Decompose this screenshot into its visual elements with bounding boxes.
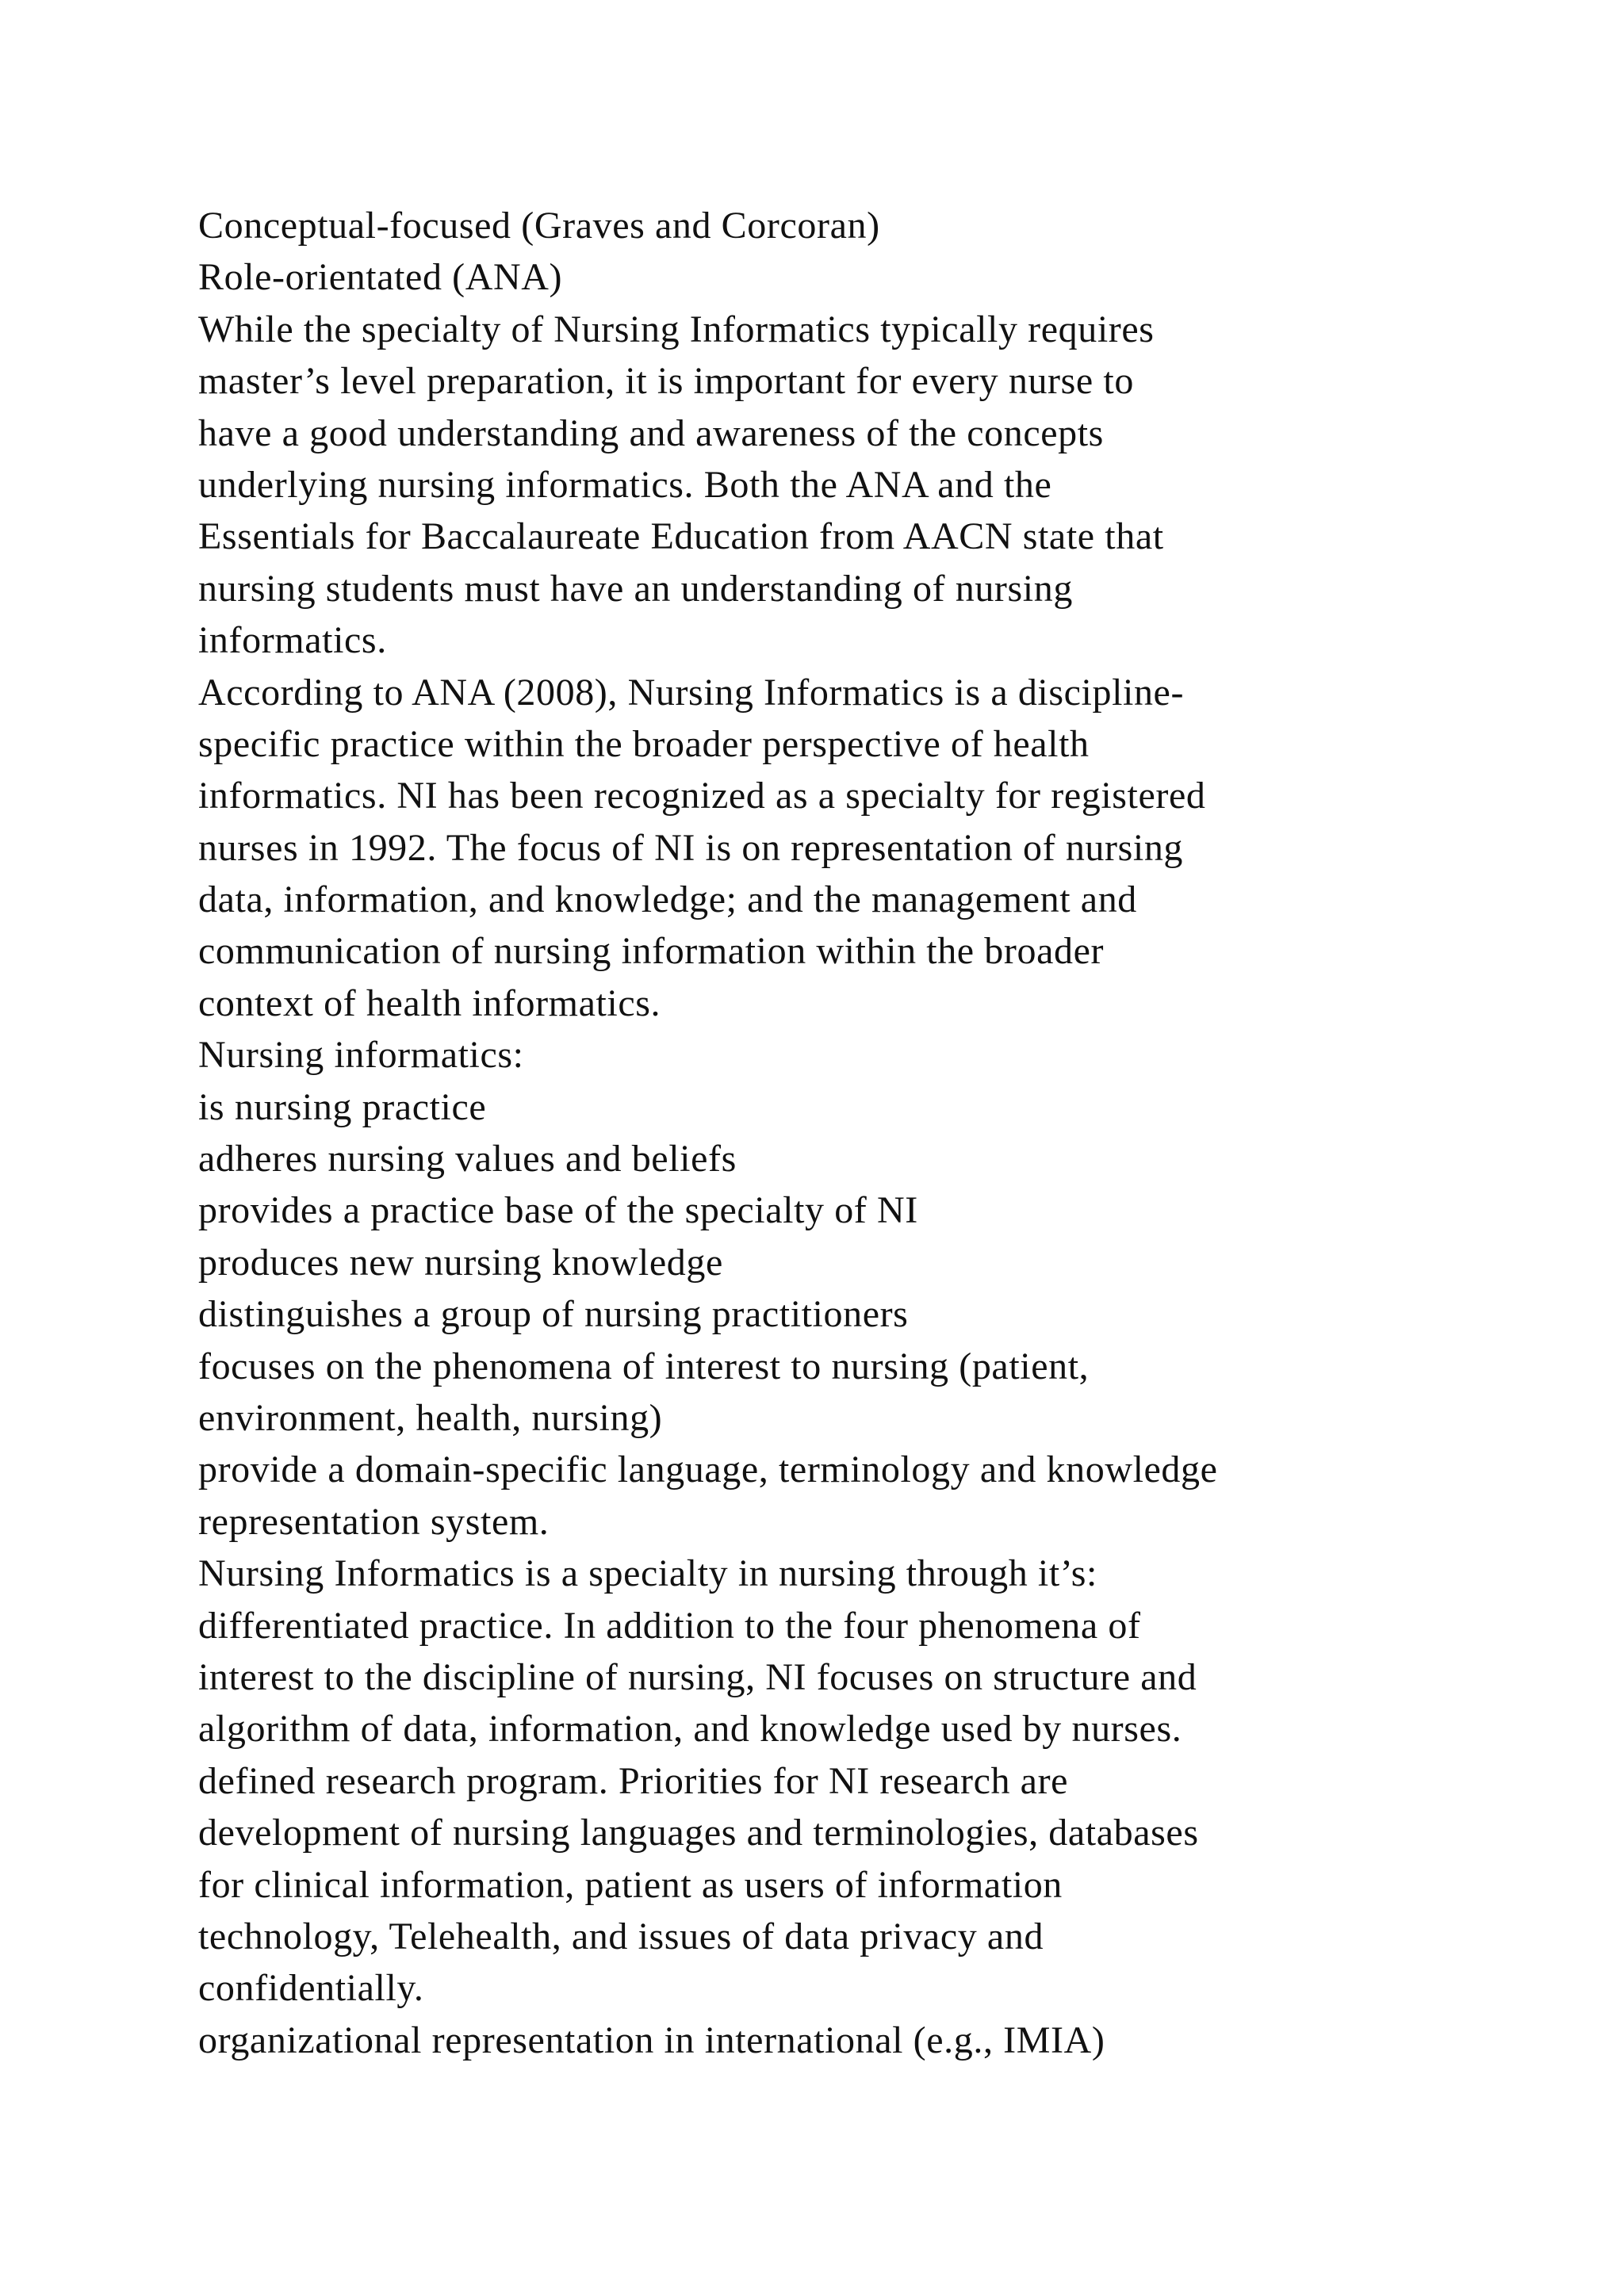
text-line: master’s level preparation, it is important for every nurse to [198, 360, 1134, 403]
text-line: development of nursing languages and terminologies, databases [198, 1812, 1199, 1854]
text-line: provide a domain-specific language, terminology and knowledge [198, 1448, 1218, 1491]
text-line: distinguishes a group of nursing practitioners [198, 1293, 909, 1336]
text-line: confidentially. [198, 1967, 424, 2010]
text-line: differentiated practice. In addition to the four phenomena of [198, 1604, 1141, 1647]
text-line: data, information, and knowledge; and the management and [198, 878, 1137, 921]
text-line: representation system. [198, 1500, 550, 1543]
text-line: Essentials for Baccalaureate Education from AACN state that [198, 515, 1164, 558]
text-line: interest to the discipline of nursing, NI focuses on structure and [198, 1655, 1197, 1698]
text-line: environment, health, nursing) [198, 1396, 663, 1439]
text-line: produces new nursing knowledge [198, 1241, 723, 1284]
text-line: underlying nursing informatics. Both the ANA and the [198, 463, 1052, 506]
text-line: According to ANA (2008), Nursing Informatics is a discipline- [198, 671, 1185, 714]
text-line: communication of nursing information within the broader [198, 930, 1105, 973]
text-line: Role-orientated (ANA) [198, 256, 563, 299]
text-line: algorithm of data, information, and knowledge used by nurses. [198, 1708, 1182, 1751]
text-line: nursing students must have an understanding of nursing [198, 567, 1073, 610]
text-line: technology, Telehealth, and issues of data privacy and [198, 1915, 1044, 1957]
text-line: context of health informatics. [198, 982, 661, 1024]
text-line: Conceptual-focused (Graves and Corcoran) [198, 205, 880, 247]
text-line: defined research program. Priorities for NI research are [198, 1759, 1069, 1802]
text-line: have a good understanding and awareness of the concepts [198, 411, 1104, 454]
text-line: specific practice within the broader perspective of health [198, 722, 1090, 765]
text-line: for clinical information, patient as users of information [198, 1863, 1063, 1906]
text-line: While the specialty of Nursing Informatics typically requires [198, 308, 1155, 350]
text-line: nurses in 1992. The focus of NI is on representation of nursing [198, 826, 1184, 869]
text-line: informatics. [198, 619, 387, 662]
text-line: organizational representation in international (e.g., IMIA) [198, 2019, 1105, 2061]
body-text [198, 200, 1483, 2066]
text-line: focuses on the phenomena of interest to nursing (patient, [198, 1345, 1090, 1387]
text-line: informatics. NI has been recognized as a specialty for registered [198, 775, 1206, 817]
text-line: Nursing Informatics is a specialty in nursing through it’s: [198, 1552, 1097, 1595]
text-line: Nursing informatics: [198, 1034, 524, 1077]
text-line: is nursing practice [198, 1085, 487, 1128]
text-line: adheres nursing values and beliefs [198, 1138, 737, 1181]
text-line: provides a practice base of the specialty of NI [198, 1189, 918, 1232]
